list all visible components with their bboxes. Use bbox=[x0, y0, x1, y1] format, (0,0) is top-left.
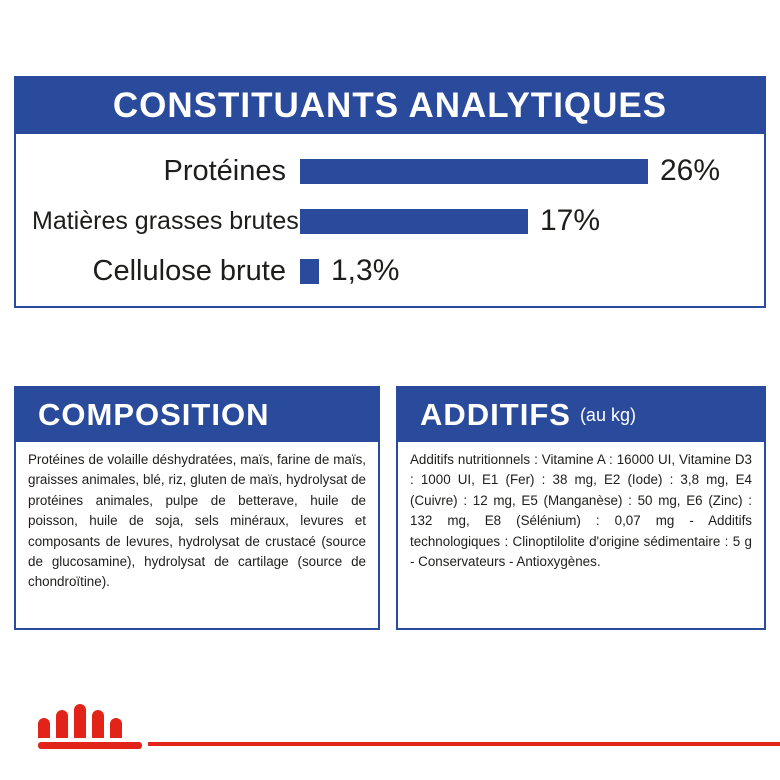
analytical-constituents-title: CONSTITUANTS ANALYTIQUES bbox=[16, 78, 764, 134]
nutrient-bar bbox=[300, 159, 648, 184]
crown-bar bbox=[74, 704, 86, 738]
additifs-panel bbox=[396, 386, 766, 630]
nutrient-value: 17% bbox=[540, 204, 601, 237]
nutrient-label: Matières grasses brutes bbox=[32, 206, 299, 235]
table-row bbox=[32, 146, 748, 196]
composition-text: Protéines de volaille déshydratées, maïs, farine de maïs, graisses animales, blé, riz, gluten de maïs, hydrolysat de protéines animales, pulpe de betterave, huile de poisson, huile de soja, sels minéraux, levures et composants de levures, hydrolysat de crustacé (source de glucosamine), hydrolysat de cartilage (source de chondroïtine). bbox=[28, 452, 366, 590]
additifs-unit-note: (au kg) bbox=[579, 404, 636, 425]
crown-bars-icon bbox=[38, 704, 142, 738]
nutrient-bar bbox=[300, 209, 528, 234]
crown-bar bbox=[110, 718, 122, 738]
additifs-text: Additifs nutritionnels : Vitamine A : 16000 UI, Vitamine D3 : 1000 UI, E1 (Fer) : 38 mg, E2 (Iode) : 3,8 mg, E4 (Cuivre) : 12 mg, E5 (Manganèse) : 50 mg, E6 (Zinc) : 132 mg, E8 (Sélénium) : 0,07 mg - Additifs technologiques : Clinoptilolite d'origine sédimentaire : 5 g - Conservateurs - Antioxygènes. bbox=[410, 452, 752, 569]
crown-base bbox=[38, 742, 142, 749]
crown-bar bbox=[56, 710, 68, 738]
analytical-constituents-panel bbox=[14, 76, 766, 308]
table-row bbox=[32, 196, 748, 246]
royal-canin-crown-icon bbox=[38, 704, 148, 760]
nutrient-value: 26% bbox=[660, 154, 721, 187]
crown-bar bbox=[38, 718, 50, 738]
analytical-rows bbox=[16, 134, 764, 296]
nutrient-bar-wrap bbox=[300, 204, 748, 238]
nutrient-label: Cellulose brute bbox=[92, 254, 286, 287]
nutrient-bar-wrap bbox=[300, 154, 748, 188]
composition-title: COMPOSITION bbox=[16, 388, 378, 442]
table-row bbox=[32, 246, 748, 296]
nutrient-value: 1,3% bbox=[331, 254, 400, 287]
nutrient-label: Protéines bbox=[163, 154, 286, 187]
additifs-title: ADDITIFS bbox=[420, 397, 571, 432]
composition-panel bbox=[14, 386, 380, 630]
crown-bar bbox=[92, 710, 104, 738]
additifs-header bbox=[398, 388, 764, 442]
nutrient-bar-wrap bbox=[300, 254, 748, 288]
nutrient-bar bbox=[300, 259, 319, 284]
brand-rule bbox=[148, 742, 780, 746]
